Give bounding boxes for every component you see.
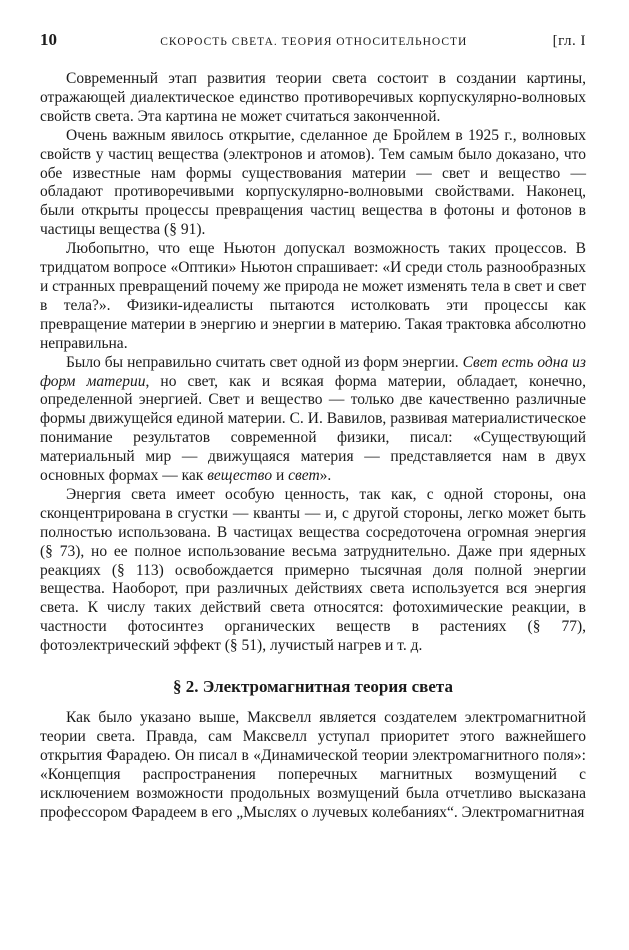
text-run: Было бы неправильно считать свет одной из форм энергии.: [66, 353, 463, 371]
running-head: [40, 30, 586, 56]
emphasis-light: свет: [288, 467, 320, 485]
paragraph-de-broglie: Очень важным явилось открытие, сделанное де Бройлем в 1925 г., волновых свойств у частиц вещества (электронов и атомов). Тем самым было доказано, что обе известные нам формы существования материи — свет и вещество — обладают противоречивыми корпускулярно-волновыми свойствами. Наконец, были открыты процессы превращения частиц вещества в фотоны и фотонов в частицы вещества (§ 91).: [40, 126, 586, 239]
text-run: и: [272, 467, 289, 485]
text-run: ».: [319, 467, 332, 485]
paragraph-maxwell: Как было указано выше, Максвелл является создателем электромагнитной теории света. Правда, сам Максвелл уступал приоритет этого важнейшего открытия Фарадею. Он писал в «Динамической теории электромагнитного поля»: «Концепция распространения поперечных магнитных возмущений с исключением возможности продольных возмущений была отчетливо высказана профессором Фарадеем в его „Мыслях о лучевых колебаниях“. Электромагнитная: [40, 709, 586, 821]
section-heading: § 2. Электромагнитная теория света: [173, 677, 453, 697]
running-title: СКОРОСТЬ СВЕТА. ТЕОРИЯ ОТНОСИТЕЛЬНОСТИ: [160, 36, 468, 48]
paragraph-light-matter: [40, 354, 586, 486]
book-page: [40, 30, 586, 823]
paragraph-light-energy: Энергия света имеет особую ценность, так как, с одной стороны, она сконцентрирована в сгустки — кванты — и, с другой стороны, легко может быть полностью использована. В частицах вещества сосредоточена огромная энергия (§ 73), но ее полное использование весьма затруднительно. Даже при ядерных реакциях (§ 113) освобождается примерно тысячная доля полной энергии вещества. Наоборот, при различных действиях света используется вся энергия света. К числу таких действий света относятся: фотохимические реакции, в частности фотосинтез органических веществ в растениях (§ 77), фотоэлектрический эффект (§ 51), лучистый нагрев и т. д.: [40, 485, 586, 655]
page-number: 10: [40, 30, 57, 49]
body-text: [40, 70, 586, 656]
text-run: , но свет, как и всякая форма материи, обладает, конечно, определенной энергией. Свет и вещество — только две качественно различные формы движущейся единой материи. С. И. Вавилов, развивая материалистическое понимание результатов современной физики, писал: «Существующий материальный мир — движущаяся материя — представляется нам в двух основных формах — как: [40, 372, 586, 485]
paragraph-modern-theory: Современный этап развития теории света состоит в создании картины, отражающей диалектическое единство противоречивых корпускулярно-волновых свойств света. Эта картина не может считаться законченной.: [40, 70, 586, 125]
emphasis-substance: веществo: [207, 467, 273, 485]
section-body: [40, 709, 586, 822]
paragraph-newton: Любопытно, что еще Ньютон допускал возможность таких процессов. В тридцатом вопросе «Оптики» Ньютон спрашивает: «И среди столь разнообразных и странных превращений почему же природа не может изменять тела в свет и свет в тела?». Физики-идеалисты пытаются истолковать эти процессы как превращение материи в энергию и энергии в материю. Такая трактовка абсолютно неправильна.: [40, 240, 586, 352]
emphasis-light-form-of-matter: Свет есть одна из форм материи: [40, 353, 586, 390]
chapter-reference: [гл. I: [552, 33, 586, 49]
